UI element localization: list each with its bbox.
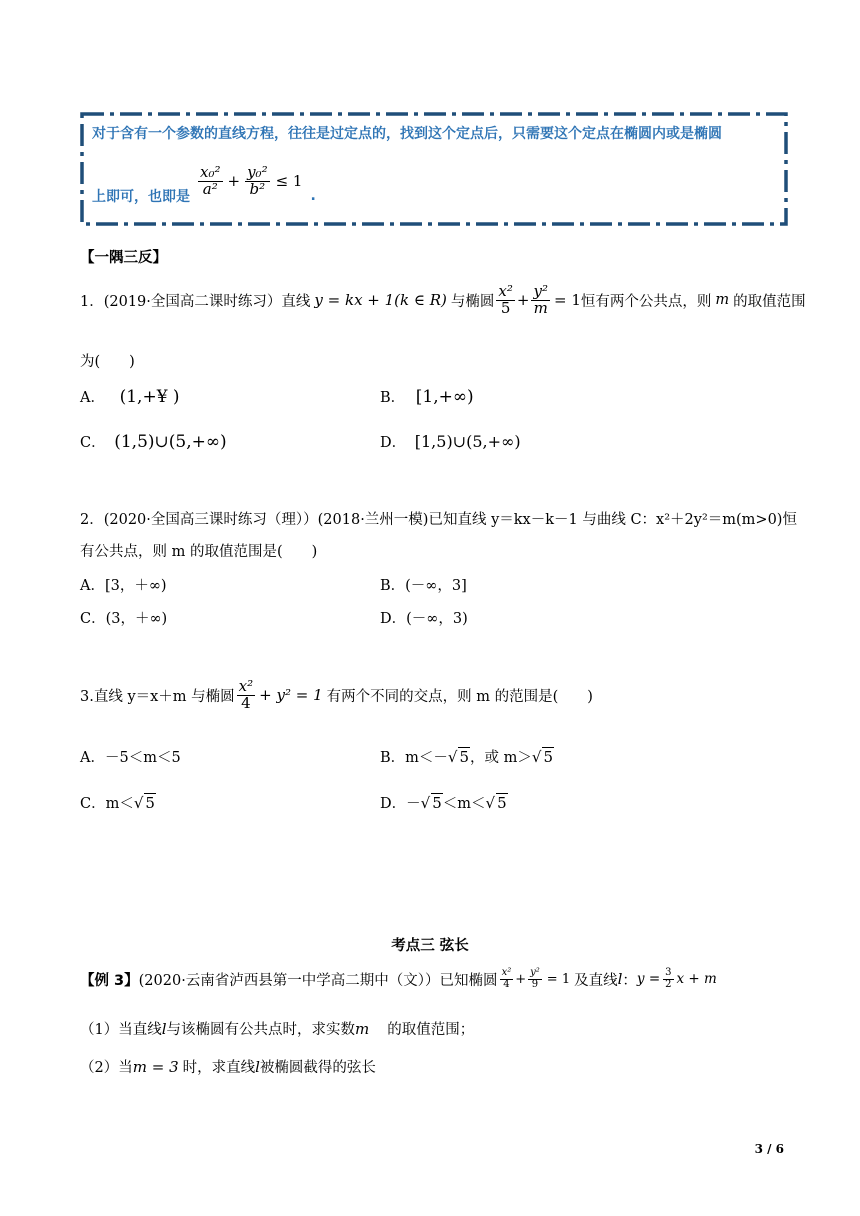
- q1-var: m: [715, 292, 730, 309]
- q3-option-b-sqrt1: √ 5: [447, 748, 470, 766]
- ex3-ellipse-den1: 4: [503, 978, 510, 990]
- q2-option-c[interactable]: C．(3，＋∞): [80, 611, 168, 627]
- q3-option-c-root: 5: [145, 794, 155, 812]
- ex3-part1-m: m: [355, 1020, 370, 1038]
- tip-formula-num1: x₀²: [200, 162, 221, 181]
- ex3-slope-den: 2: [665, 978, 672, 990]
- q3-option-d-mid: ＜m＜: [442, 796, 486, 812]
- q1-ellipse-eq: = 1: [553, 291, 581, 310]
- tip-formula-plus: +: [227, 172, 241, 190]
- q1-suffix: 恒有两个公共点，则: [580, 293, 712, 310]
- q3-suffix: 有两个不同的交点，则 m 的范围是( ): [326, 688, 593, 705]
- tip-box: [80, 112, 788, 226]
- q3-ellipse-rest: + y² = 1: [259, 686, 323, 705]
- q1-ellipse-num2: y²: [533, 282, 548, 300]
- ex3-ellipse-den2: 9: [531, 978, 539, 990]
- example-3-ellipse: [498, 968, 571, 990]
- q3-option-d-prefix: D．－: [380, 796, 421, 812]
- q3-option-d-sqrt2: √ 5: [485, 794, 507, 812]
- question-2-line-1: 2．(2020·全国高三课时练习（理））(2018·兰州一模)已知直线 y＝kx－k－1 与曲线 C：x²＋2y²＝m(m>0)恒: [80, 512, 797, 528]
- ex3-ellipse-num1: x²: [501, 967, 512, 978]
- q3-option-b-mid: ，或 m＞: [470, 750, 532, 766]
- q1-option-d[interactable]: [380, 431, 521, 452]
- page-number: 3 / 6: [754, 1142, 784, 1156]
- q1-mid: 与椭圆: [450, 293, 495, 310]
- tip-formula-den2: b²: [249, 179, 266, 198]
- example-3-part-1: [80, 1018, 474, 1039]
- question-1-line-2: 为( ): [80, 354, 135, 370]
- q1-option-a-label: A．: [80, 390, 105, 406]
- q3-option-d-root1: 5: [432, 794, 442, 812]
- q1-option-b[interactable]: [380, 386, 474, 407]
- question-2-line-2: 有公共点，则 m 的取值范围是( ): [80, 544, 318, 560]
- q3-option-b-prefix: B．m＜－: [380, 750, 448, 766]
- q3-option-d-sqrt1: √ 5: [420, 794, 442, 812]
- q1-option-b-value: [1,+∞): [415, 387, 474, 407]
- q1-option-a[interactable]: [80, 386, 180, 407]
- ex3-line-eq-prefix: y =: [636, 971, 661, 987]
- q1-suffix2: 的取值范围: [733, 293, 806, 310]
- ex3-ellipse-plus: +: [515, 971, 527, 987]
- ex3-slope-num: 3: [665, 967, 672, 978]
- tip-formula-num2: y₀²: [247, 162, 268, 181]
- q3-option-d-root2: 5: [497, 794, 507, 812]
- q1-ellipse-num1: x²: [498, 282, 513, 300]
- q1-ellipse-den2: m: [533, 298, 548, 317]
- q1-option-c-value: (1,5)∪(5,+∞): [114, 432, 227, 452]
- tip-formula-rel: ≤ 1: [275, 172, 303, 190]
- q3-prefix: 3.直线 y＝x＋m 与椭圆: [80, 688, 235, 705]
- example-3-mid: 及直线: [574, 972, 618, 989]
- q1-prefix: 1．(2019·全国高二课时练习）直线: [80, 293, 311, 310]
- section-heading: 【一隅三反】: [80, 250, 167, 266]
- example-3-source: (2020·云南省泸西县第一中学高二期中（文））已知椭圆: [138, 972, 498, 989]
- ex3-part2-suffix: 被椭圆截得的弦长: [259, 1060, 376, 1076]
- q1-option-b-label: B．: [380, 390, 406, 406]
- tip-line-2: [92, 156, 316, 206]
- ex3-ellipse-eq: = 1: [546, 971, 571, 987]
- q3-option-b[interactable]: [380, 746, 554, 767]
- q1-ellipse-plus: +: [516, 291, 530, 310]
- ex3-part1-mid: 与该椭圆有公共点时，求实数: [166, 1022, 356, 1038]
- ex3-part2-mid: 时，求直线: [182, 1060, 256, 1076]
- q1-option-d-label: D．: [380, 435, 407, 451]
- example-3-label: 【例 3】: [80, 972, 139, 989]
- q3-option-c-sqrt: √ 5: [133, 794, 155, 812]
- q3-option-a[interactable]: A．－5＜m＜5: [80, 750, 181, 766]
- q3-option-b-root1: 5: [459, 748, 470, 766]
- ex3-part1-l: l: [161, 1020, 167, 1038]
- tip-line-2-prefix: 上即可，也即是: [92, 189, 190, 205]
- q3-option-b-root2: 5: [543, 748, 553, 766]
- q3-option-d[interactable]: [380, 792, 508, 813]
- tip-formula-den1: a²: [202, 179, 218, 198]
- ex3-part2-prefix: （2）当: [80, 1060, 133, 1076]
- q2-option-a[interactable]: A．[3，＋∞): [80, 578, 167, 594]
- q3-ellipse: [235, 679, 323, 712]
- ex3-line-eq-suffix: x + m: [676, 971, 717, 987]
- example-3-line-name: l: [617, 970, 623, 988]
- ex3-part2-l: l: [255, 1058, 260, 1076]
- ex3-part1-prefix: （1）当直线: [80, 1022, 162, 1038]
- q1-option-c[interactable]: [80, 431, 227, 452]
- q1-option-c-label: C．: [80, 435, 106, 451]
- question-1-line-1: [80, 284, 806, 317]
- ex3-part2-eq: m = 3: [132, 1058, 179, 1076]
- kaodian-title: 考点三 弦长: [391, 938, 469, 954]
- q3-option-c-prefix: C．m＜: [80, 796, 134, 812]
- q1-line-equation: y = kx + 1(k ∈ R): [314, 291, 447, 310]
- q3-ellipse-num: x²: [238, 677, 254, 695]
- q2-option-d[interactable]: D．(－∞，3): [380, 611, 468, 627]
- example-3-colon: ：: [622, 972, 637, 989]
- example-3-line-eq: [637, 968, 717, 990]
- q3-ellipse-den: 4: [241, 693, 251, 712]
- question-3-line: [80, 679, 593, 712]
- tip-line-1: 对于含有一个参数的直线方程，往往是过定点的，找到这个定点后，只需要这个定点在椭圆内或是椭圆: [92, 126, 722, 142]
- ex3-ellipse-num2: y²: [530, 967, 540, 978]
- tip-formula: [196, 162, 303, 198]
- q1-ellipse-den1: 5: [500, 298, 511, 317]
- example-3-line: [80, 968, 717, 990]
- example-3-part-2: [80, 1056, 376, 1077]
- tip-line-2-suffix: .: [310, 188, 316, 204]
- ex3-part1-suffix: 的取值范围；: [387, 1022, 475, 1038]
- q1-option-d-value: [1,5)∪(5,+∞): [414, 432, 521, 451]
- q1-ellipse: [494, 284, 580, 317]
- q1-option-a-value: (1,+¥ ): [119, 387, 180, 407]
- q3-option-c[interactable]: [80, 792, 156, 813]
- q2-option-b[interactable]: B．(－∞，3]: [380, 578, 467, 594]
- q3-option-b-sqrt2: √ 5: [531, 748, 553, 766]
